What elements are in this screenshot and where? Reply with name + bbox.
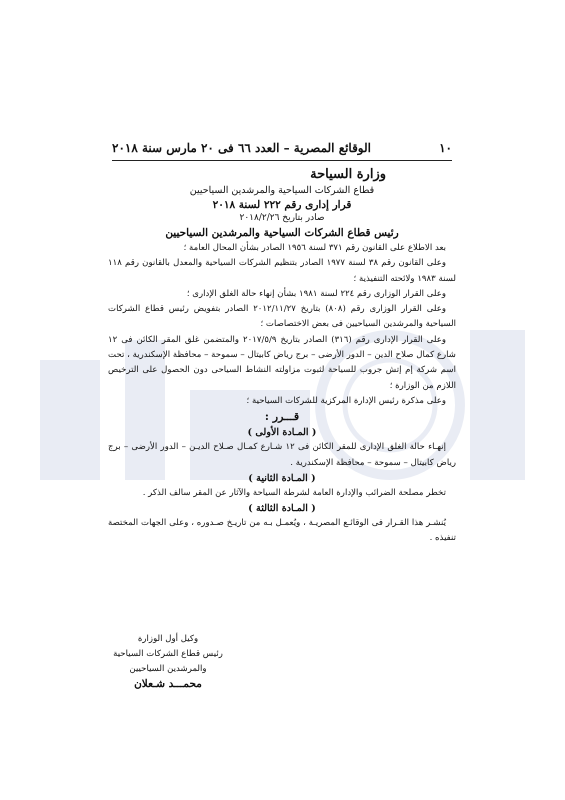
ministry-title: وزارة السياحة <box>310 167 386 182</box>
article-heading: ( المـادة الأولى ) <box>247 427 317 439</box>
preamble-paragraph: وعلى القرار الوزارى رقم ٢٢٤ لسنة ١٩٨١ بشأن إنهاء حالة الغلق الإدارى ؛ <box>186 288 446 299</box>
article-text: تخطر مصلحة الضرائب والإدارة العامة لشرطة السياحة والآثار عن المقر سالف الذكر . <box>142 487 446 498</box>
preamble-paragraph: وعلى القرار الوزارى رقم (٨٠٨) بتاريخ ٢٠١٢/١١/٢٧ الصادر بتفويض رئيس قطاع الشركات السياحية والمرشدين السياحيين فى بعض الاختصاصات ؛ <box>108 304 456 330</box>
article-heading: ( المـادة الثالثة ) <box>248 503 316 515</box>
signatory-name: محمـــد شـعلان <box>134 678 202 690</box>
preamble-paragraph: وعلى القرار الإدارى رقم (٣١٦) الصادر بتاريخ ٢٠١٧/٥/٩ والمتضمن غلق المقر الكائن فى ١٢ شارع كمال صلاح الدين – الدور الأرضى – برج رياض كابيتال – سموحة – محافظة الإسكندرية ، تحت اسم شركة إم إتش جروب للسياحة لثبوت مزاولته النشاط السياحى دون الحصول على الترخيص اللازم من الوزارة ؛ <box>108 334 456 391</box>
issuer-heading: رئيس قطاع الشركات السياحية والمرشدين السياحيين <box>165 227 399 239</box>
article-text: إنهـاء حالة الغلق الإدارى للمقر الكائن فى ١٢ شـارع كمـال صـلاح الديـن – الدور الأرضى – برج رياض كابيتال – سموحة – محافظة الإسكندرية . <box>108 442 456 468</box>
page-header <box>112 137 452 159</box>
preamble-paragraph: وعلى مذكرة رئيس الإدارة المركزية للشركات السياحية ؛ <box>246 395 446 406</box>
decree-title: قرار إدارى رقم ٢٢٢ لسنة ٢٠١٨ <box>212 199 352 211</box>
page-number: ١٠ <box>439 141 452 155</box>
signature-title: رئيس قطاع الشركات السياحية <box>113 649 223 659</box>
header-divider <box>112 160 452 161</box>
document-body <box>108 166 456 547</box>
decided-heading: قـــرر : <box>264 410 300 424</box>
issued-date: صادر بتاريخ ٢٠١٨/٢/٢٦ <box>239 213 325 223</box>
sector-title: قطاع الشركات السياحية والمرشدين السياحيين <box>189 185 375 196</box>
article-text: يُنشـر هذا القـرار فى الوقائـع المصريـة ، ويُعمـل بـه من تاريـخ صـدوره ، وعلى الجهات المختصة تنفيذه . <box>108 518 456 544</box>
preamble-paragraph: وعلى القانون رقم ٣٨ لسنة ١٩٧٧ الصادر بتنظيم الشركات السياحية والمعدل بالقانون رقم ١١٨ لسنة ١٩٨٣ ولائحته التنفيذية ؛ <box>108 258 456 284</box>
signature-title: والمرشدين السياحيين <box>129 664 207 674</box>
running-title: الوقائع المصرية – العدد ٦٦ فى ٢٠ مارس سنة ٢٠١٨ <box>112 141 371 155</box>
signature-title: وكيل أول الوزارة <box>137 634 199 644</box>
signature-block <box>108 632 228 692</box>
preamble-paragraph: بعد الاطلاع على القانون رقم ٣٧١ لسنة ١٩٥٦ الصادر بشأن المحال العامة ؛ <box>183 243 446 253</box>
article-heading: ( المـادة الثانية ) <box>248 472 316 484</box>
